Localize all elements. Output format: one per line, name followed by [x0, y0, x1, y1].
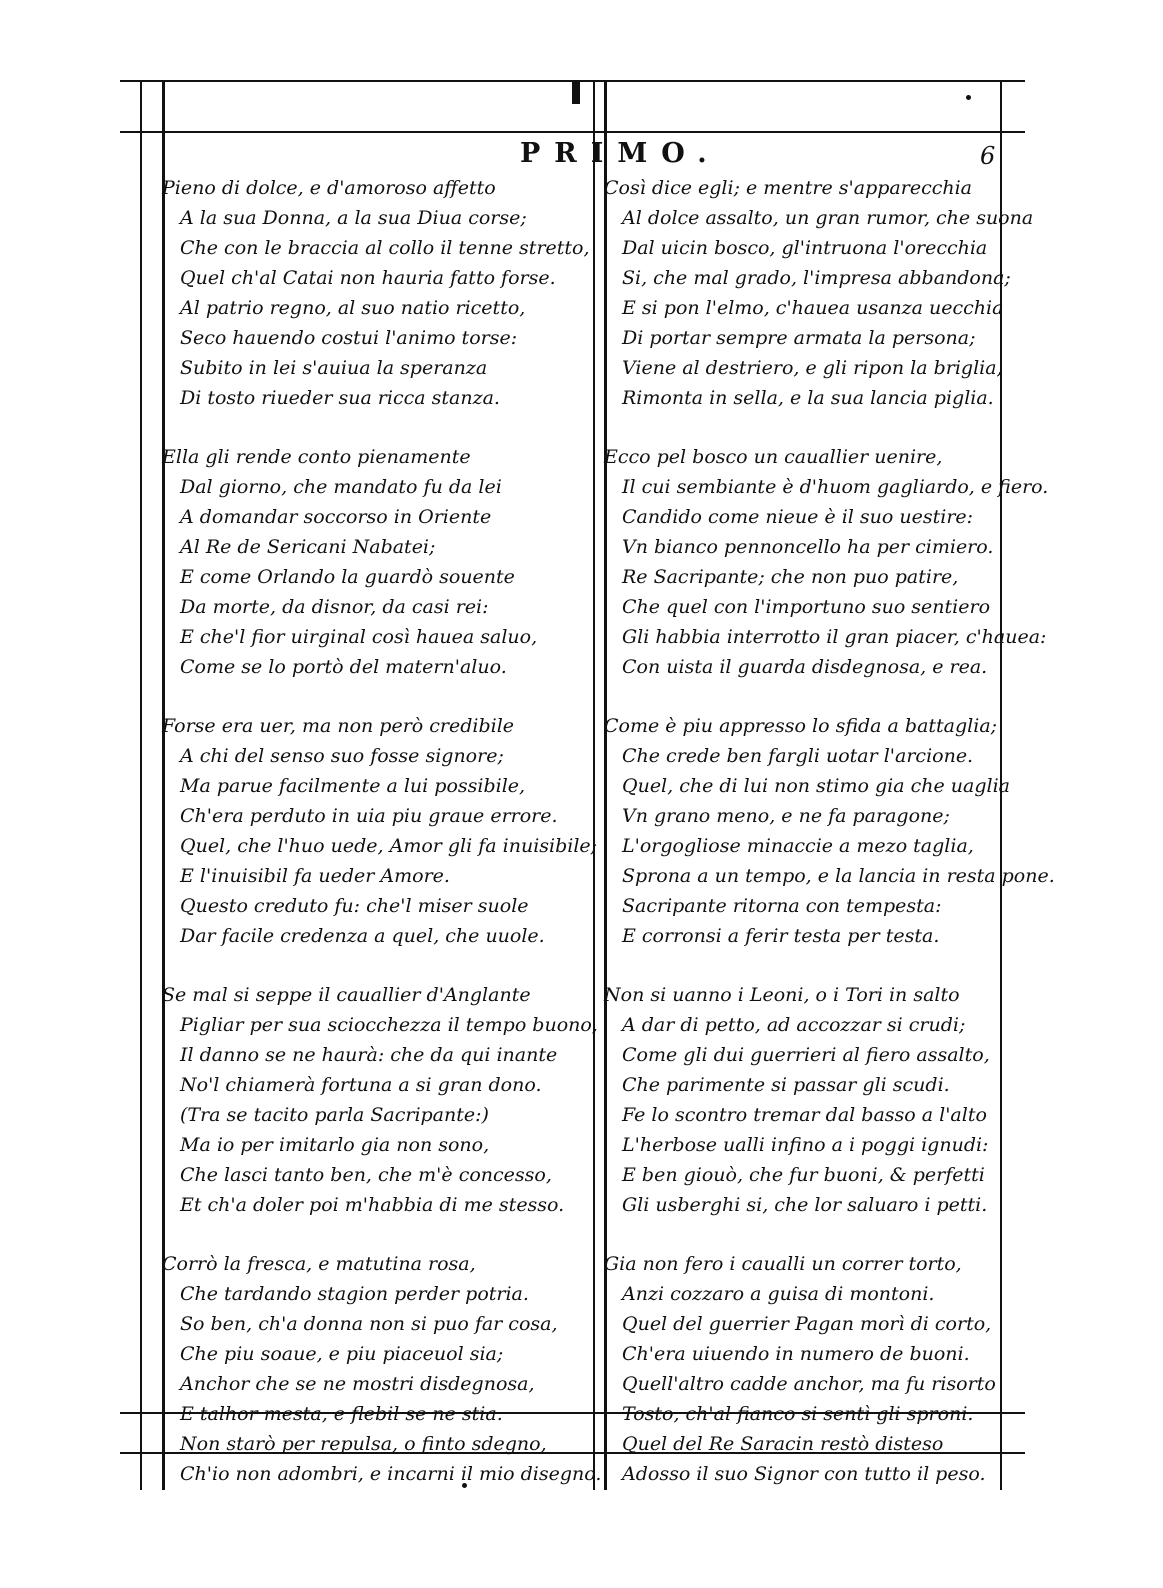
verse-line: Seco hauendo costui l'animo torse:: [180, 327, 518, 349]
verse-line: Così dice egli; e mentre s'apparecchia: [604, 177, 972, 199]
verse-line: Rimonta in sella, e la sua lancia piglia.: [622, 387, 994, 409]
verse-line: E ben giouò, che fur buoni, & perfetti: [622, 1164, 985, 1186]
stanza: [162, 173, 590, 413]
verse-line: Re Sacripante; che non puo patire,: [622, 566, 959, 588]
verse-line: E corronsi a ferir testa per testa.: [622, 925, 940, 947]
verse-line: Sacripante ritorna con tempesta:: [622, 895, 942, 917]
frame-vertical-rule: [593, 80, 595, 1490]
verse-line: Di portar sempre armata la persona;: [622, 327, 976, 349]
verse-line: Che crede ben fargli uotar l'arcione.: [622, 745, 974, 767]
verse-line: Che piu soaue, e piu piaceuol sia;: [180, 1343, 504, 1365]
frame-vertical-rule: [140, 80, 142, 1490]
verse-line: So ben, ch'a donna non si puo far cosa,: [180, 1313, 558, 1335]
verse-line: Viene al destriero, e gli ripon la briglia,: [622, 357, 1003, 379]
verse-line: Come se lo portò del matern'aluo.: [180, 656, 507, 678]
running-header: PRIMO.: [520, 138, 721, 169]
verse-line: Tosto, ch'al fianco si sentì gli sproni.: [622, 1403, 974, 1425]
stanza: [162, 1249, 602, 1489]
verse-line: Se mal si seppe il cauallier d'Anglante: [162, 984, 531, 1006]
ink-dot: [966, 95, 971, 100]
verse-line: Questo creduto fu: che'l miser suole: [180, 895, 529, 917]
verse-line: Che quel con l'importuno suo sentiero: [622, 596, 991, 618]
verse-line: A chi del senso suo fosse signore;: [180, 745, 504, 767]
verse-line: Et ch'a doler poi m'habbia di me stesso.: [180, 1194, 565, 1216]
verse-line: Anchor che se ne mostri disdegnosa,: [180, 1373, 535, 1395]
frame-horizontal-rule: [120, 131, 1025, 133]
verse-line: Ma io per imitarlo gia non sono,: [180, 1134, 490, 1156]
verse-line: A dar di petto, ad accozzar si crudi;: [622, 1014, 966, 1036]
verse-line: Pigliar per sua sciocchezza il tempo buono,: [180, 1014, 598, 1036]
verse-line: Anzi cozzaro a guisa di montoni.: [622, 1283, 935, 1305]
verse-line: Che lasci tanto ben, che m'è concesso,: [180, 1164, 552, 1186]
verse-line: E l'inuisibil fa ueder Amore.: [180, 865, 450, 887]
verse-line: Dal giorno, che mandato fu da lei: [180, 476, 502, 498]
verse-line: Non si uanno i Leoni, o i Tori in salto: [604, 984, 960, 1006]
verse-line: A la sua Donna, a la sua Diua corse;: [180, 207, 527, 229]
verse-line: Adosso il suo Signor con tutto il peso.: [622, 1463, 986, 1485]
verse-line: Ch'era uiuendo in numero de buoni.: [622, 1343, 970, 1365]
verse-line: Al dolce assalto, un gran rumor, che suona: [622, 207, 1034, 229]
verse-line: Pieno di dolce, e d'amoroso affetto: [162, 177, 496, 199]
verse-line: E talhor mesta, e flebil se ne stia.: [180, 1403, 503, 1425]
verse-line: Dar facile credenza a quel, che uuole.: [180, 925, 545, 947]
verse-line: Quel, che l'huo uede, Amor gli fa inuisibile;: [180, 835, 598, 857]
verse-line: Il cui sembiante è d'huom gagliardo, e fiero.: [622, 476, 1049, 498]
stanza: [162, 980, 598, 1220]
verse-line: Sprona a un tempo, e la lancia in resta pone.: [622, 865, 1055, 887]
verse-line: Al Re de Sericani Nabatei;: [180, 536, 436, 558]
verse-line: Subito in lei s'auiua la speranza: [180, 357, 488, 379]
verse-line: No'l chiamerà fortuna a si gran dono.: [180, 1074, 542, 1096]
verse-line: Quel, che di lui non stimo gia che uaglia: [622, 775, 1010, 797]
verse-line: Ella gli rende conto pienamente: [162, 446, 471, 468]
verse-line: Quel del Re Saracin restò disteso: [622, 1433, 944, 1455]
verse-line: E si pon l'elmo, c'hauea usanza uecchia: [622, 297, 1004, 319]
stanza: [604, 442, 1049, 682]
stanza: [162, 442, 582, 682]
verse-line: Il danno se ne haurà: che da qui inante: [180, 1044, 558, 1066]
stanza: [604, 173, 1034, 413]
verse-line: Che con le braccia al collo il tenne stretto,: [180, 237, 590, 259]
verse-line: Gia non fero i caualli un correr torto,: [604, 1253, 962, 1275]
stanza: [162, 711, 598, 951]
verse-line: Che tardando stagion perder potria.: [180, 1283, 529, 1305]
verse-line: L'orgogliose minaccie a mezo taglia,: [622, 835, 974, 857]
verse-line: Forse era uer, ma non però credibile: [162, 715, 515, 737]
verse-line: Come gli dui guerrieri al fiero assalto,: [622, 1044, 990, 1066]
verse-line: Ch'era perduto in uia piu graue errore.: [180, 805, 558, 827]
verse-line: Si, che mal grado, l'impresa abbandona;: [622, 267, 1011, 289]
verse-line: Quel del guerrier Pagan morì di corto,: [622, 1313, 992, 1335]
verse-line: Quel ch'al Catai non hauria fatto forse.: [180, 267, 556, 289]
verse-line: E come Orlando la guardò souente: [180, 566, 515, 588]
verse-line: L'herbose ualli infino a i poggi ignudi:: [622, 1134, 989, 1156]
stanza: [604, 711, 1055, 951]
stanza: [604, 980, 1024, 1220]
verse-line: Corrò la fresca, e matutina rosa,: [162, 1253, 476, 1275]
page-number: 6: [980, 142, 996, 170]
verse-line: (Tra se tacito parla Sacripante:): [180, 1104, 489, 1126]
verse-line: Gli usberghi si, che lor saluaro i petti.: [622, 1194, 988, 1216]
verse-line: Con uista il guarda disdegnosa, e rea.: [622, 656, 988, 678]
verse-line: Non starò per repulsa, o finto sdegno,: [180, 1433, 547, 1455]
verse-line: Ecco pel bosco un cauallier uenire,: [604, 446, 943, 468]
verse-line: Da morte, da disnor, da casi rei:: [180, 596, 489, 618]
verse-line: Come è piu appresso lo sfida a battaglia;: [604, 715, 998, 737]
verse-line: Candido come nieue è il suo uestire:: [622, 506, 974, 528]
verse-line: Ch'io non adombri, e incarni il mio disegno.: [180, 1463, 602, 1485]
verse-line: Ma parue facilmente a lui possibile,: [180, 775, 526, 797]
left-column: [162, 173, 602, 1518]
verse-line: Di tosto riueder sua ricca stanza.: [180, 387, 500, 409]
verse-line: Gli habbia interrotto il gran piacer, c'hauea:: [622, 626, 1047, 648]
verse-line: Dal uicin bosco, gl'intruona l'orecchia: [622, 237, 988, 259]
verse-line: Quell'altro cadde anchor, ma fu risorto: [622, 1373, 996, 1395]
verse-line: Che parimente si passar gli scudi.: [622, 1074, 950, 1096]
frame-ink-mark: [572, 82, 580, 104]
right-column: [604, 173, 1055, 1518]
verse-line: Vn bianco pennoncello ha per cimiero.: [622, 536, 994, 558]
verse-line: Fe lo scontro tremar dal basso a l'alto: [622, 1104, 987, 1126]
verse-line: A domandar soccorso in Oriente: [180, 506, 492, 528]
verse-line: Al patrio regno, al suo natio ricetto,: [180, 297, 526, 319]
stanza: [604, 1249, 1024, 1489]
verse-line: Vn grano meno, e ne fa paragone;: [622, 805, 950, 827]
verse-line: E che'l fior uirginal così hauea saluo,: [180, 626, 538, 648]
